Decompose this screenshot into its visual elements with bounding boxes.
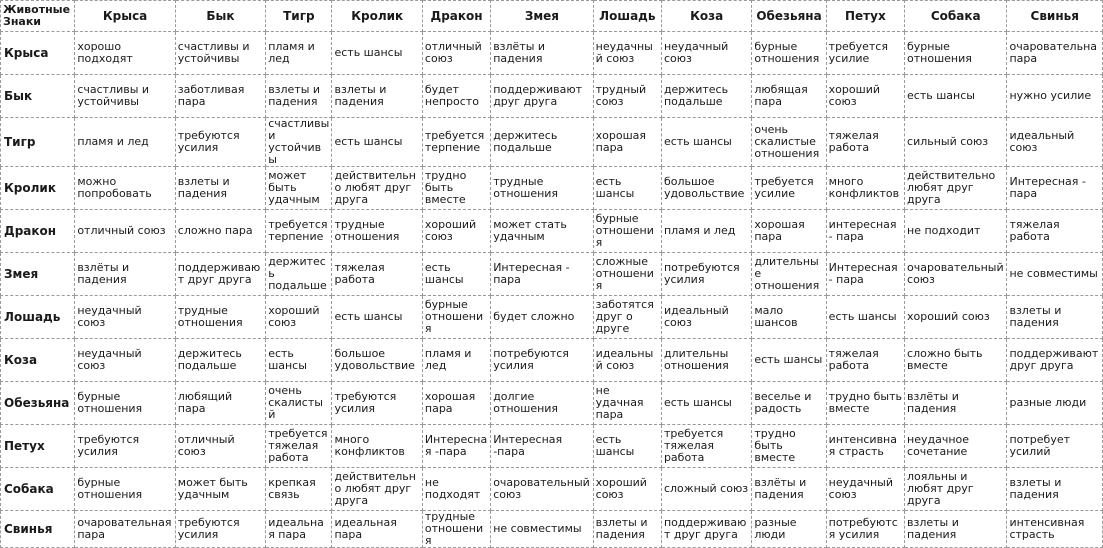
compatibility-cell: держитесь подальше [491, 118, 593, 167]
row-header: Свинья [1, 511, 75, 548]
table-header [1, 1, 1103, 32]
compatibility-cell: большое удовольствие [661, 167, 751, 210]
column-header: Кролик [332, 1, 422, 32]
row-header: Коза [1, 339, 75, 382]
column-header: Дракон [422, 1, 490, 32]
table-row [1, 511, 1103, 548]
compatibility-cell: сложные отношения [593, 253, 661, 296]
column-header: Крыса [75, 1, 175, 32]
row-header: Бык [1, 75, 75, 118]
compatibility-cell: потребуются усилия [491, 339, 593, 382]
compatibility-cell: есть шансы [661, 118, 751, 167]
compatibility-cell: идеальный союз [1007, 118, 1103, 167]
compatibility-cell: хороший союз [422, 210, 490, 253]
compatibility-cell: отличный союз [75, 210, 175, 253]
compatibility-cell: взлёты и падения [905, 382, 1007, 425]
compatibility-cell: будет сложно [491, 296, 593, 339]
compatibility-cell: требуется тяжелая работа [661, 425, 751, 468]
compatibility-cell: сильный союз [905, 118, 1007, 167]
compatibility-cell: бурные отношения [75, 468, 175, 511]
compatibility-cell: действительно любят друг друга [332, 468, 422, 511]
compatibility-cell: будет непросто [422, 75, 490, 118]
compatibility-cell: требуются усилия [332, 382, 422, 425]
compatibility-cell: может быть удачным [175, 468, 265, 511]
compatibility-cell: взлёты и падения [752, 468, 826, 511]
table-row [1, 253, 1103, 296]
compatibility-cell: есть шансы [826, 296, 904, 339]
compatibility-cell: разные люди [752, 511, 826, 548]
compatibility-cell: трудные отношения [175, 296, 265, 339]
compatibility-cell: неудачный союз [593, 32, 661, 75]
compatibility-cell: лояльны и любят друг друга [905, 468, 1007, 511]
compatibility-cell: есть шансы [332, 118, 422, 167]
compatibility-cell: счастливы и устойчивы [266, 118, 332, 167]
compatibility-cell: взлеты и падения [175, 167, 265, 210]
compatibility-cell: есть шансы [266, 339, 332, 382]
compatibility-cell: не удачная пара [593, 382, 661, 425]
compatibility-cell: идеальная пара [266, 511, 332, 548]
compatibility-cell: есть шансы [752, 339, 826, 382]
row-header: Петух [1, 425, 75, 468]
compatibility-cell: есть шансы [661, 382, 751, 425]
row-header: Кролик [1, 167, 75, 210]
compatibility-cell: любящая пара [752, 75, 826, 118]
compatibility-cell: потребуются усилия [661, 253, 751, 296]
compatibility-cell: потребует усилий [1007, 425, 1103, 468]
column-header: Обезьяна [752, 1, 826, 32]
compatibility-cell: есть шансы [422, 253, 490, 296]
compatibility-cell: отличный союз [422, 32, 490, 75]
table-row [1, 32, 1103, 75]
compatibility-cell: интенсивная страсть [1007, 511, 1103, 548]
compatibility-cell: требуются усилия [175, 511, 265, 548]
compatibility-cell: поддерживают друг друга [1007, 339, 1103, 382]
compatibility-cell: взлеты и падения [1007, 468, 1103, 511]
compatibility-cell: хороший союз [266, 296, 332, 339]
compatibility-cell: Интересная -пара [422, 425, 490, 468]
compatibility-cell: пламя и лед [422, 339, 490, 382]
column-header: Змея [491, 1, 593, 32]
compatibility-cell: пламя и лед [266, 32, 332, 75]
compatibility-cell: очаровательна пара [1007, 32, 1103, 75]
compatibility-cell: тяжелая работа [826, 339, 904, 382]
compatibility-cell: бурные отношения [75, 382, 175, 425]
compatibility-cell: хороший союз [826, 75, 904, 118]
compatibility-cell: требуются усилия [75, 425, 175, 468]
compatibility-cell: сложно быть вместе [905, 339, 1007, 382]
compatibility-cell: веселье и радость [752, 382, 826, 425]
compatibility-cell: потребуются усилия [826, 511, 904, 548]
table-row [1, 296, 1103, 339]
table-row [1, 382, 1103, 425]
compatibility-cell: очень скалистый [266, 382, 332, 425]
row-header: Обезьяна [1, 382, 75, 425]
compatibility-cell: трудные отношения [422, 511, 490, 548]
compatibility-cell: интенсивная страсть [826, 425, 904, 468]
column-header: Коза [661, 1, 751, 32]
compatibility-cell: трудные отношения [332, 210, 422, 253]
compatibility-cell: взлеты и падения [332, 75, 422, 118]
row-header: Змея [1, 253, 75, 296]
compatibility-cell: трудно быть вместе [752, 425, 826, 468]
compatibility-cell: разные люди [1007, 382, 1103, 425]
compatibility-cell: есть шансы [332, 32, 422, 75]
compatibility-cell: неудачный союз [75, 339, 175, 382]
compatibility-cell: Интересная -пара [491, 425, 593, 468]
compatibility-cell: есть шансы [593, 167, 661, 210]
compatibility-cell: трудный союз [593, 75, 661, 118]
compatibility-cell: бурные отношения [905, 32, 1007, 75]
compatibility-cell: идеальный союз [593, 339, 661, 382]
compatibility-cell: счастливы и устойчивы [75, 75, 175, 118]
compatibility-cell: интересная - пара [826, 210, 904, 253]
compatibility-cell: длительные отношения [752, 253, 826, 296]
compatibility-cell: есть шансы [332, 296, 422, 339]
compatibility-cell: требуется тяжелая работа [266, 425, 332, 468]
compatibility-cell: взлеты и падения [905, 511, 1007, 548]
compatibility-cell: взлёты и падения [491, 32, 593, 75]
compatibility-cell: идеальный союз [661, 296, 751, 339]
compatibility-cell: хороший союз [905, 296, 1007, 339]
compatibility-cell: требуется усилие [752, 167, 826, 210]
table-body [1, 32, 1103, 548]
compatibility-cell: требуется усилие [826, 32, 904, 75]
compatibility-cell: длительны отношения [661, 339, 751, 382]
compatibility-cell: счастливы и устойчивы [175, 32, 265, 75]
compatibility-cell: хорошая пара [422, 382, 490, 425]
compatibility-cell: бурные отношения [593, 210, 661, 253]
compatibility-cell: очаровательная пара [75, 511, 175, 548]
compatibility-cell: требуется терпение [422, 118, 490, 167]
compatibility-cell: пламя и лед [75, 118, 175, 167]
compatibility-cell: хороший союз [593, 468, 661, 511]
compatibility-cell: держитесь подальше [661, 75, 751, 118]
compatibility-cell: неудачный союз [661, 32, 751, 75]
compatibility-cell: взлеты и падения [1007, 296, 1103, 339]
header-row [1, 1, 1103, 32]
compatibility-cell: взлеты и падения [593, 511, 661, 548]
compatibility-cell: неудачный союз [75, 296, 175, 339]
compatibility-cell: не совместимы [491, 511, 593, 548]
compatibility-cell: поддерживают друг друга [175, 253, 265, 296]
compatibility-cell: хорошая пара [752, 210, 826, 253]
column-header: Свинья [1007, 1, 1103, 32]
compatibility-cell: трудно быть вместе [826, 382, 904, 425]
compatibility-cell: любящий пара [175, 382, 265, 425]
table-row [1, 167, 1103, 210]
column-header: Петух [826, 1, 904, 32]
compatibility-cell: тяжелая работа [332, 253, 422, 296]
compatibility-cell: хорошая пара [593, 118, 661, 167]
compatibility-cell: трудно быть вместе [422, 167, 490, 210]
compatibility-cell: идеальная пара [332, 511, 422, 548]
compatibility-cell: взлеты и падения [266, 75, 332, 118]
compatibility-cell: может стать удачным [491, 210, 593, 253]
compatibility-cell: много конфликтов [826, 167, 904, 210]
compatibility-cell: отличный союз [175, 425, 265, 468]
compatibility-cell: не совместимы [1007, 253, 1103, 296]
compatibility-cell: держитесь подальше [175, 339, 265, 382]
compatibility-cell: Интересная - пара [1007, 167, 1103, 210]
corner-label: Животные Знаки [1, 1, 75, 32]
compatibility-cell: бурные отношения [752, 32, 826, 75]
compatibility-cell: очень скалистые отношения [752, 118, 826, 167]
compatibility-cell: сложно пара [175, 210, 265, 253]
compatibility-cell: поддерживают друг друга [491, 75, 593, 118]
compatibility-cell: заботливая пара [175, 75, 265, 118]
compatibility-cell: требуется терпение [266, 210, 332, 253]
compatibility-cell: не подходит [905, 210, 1007, 253]
table-row [1, 210, 1103, 253]
compatibility-cell: крепкая связь [266, 468, 332, 511]
row-header: Тигр [1, 118, 75, 167]
compatibility-cell: есть шансы [593, 425, 661, 468]
compatibility-cell: неудачный союз [826, 468, 904, 511]
compatibility-cell: большое удовольствие [332, 339, 422, 382]
compatibility-cell: трудные отношения [491, 167, 593, 210]
compatibility-cell: бурные отношения [422, 296, 490, 339]
compatibility-cell: есть шансы [905, 75, 1007, 118]
compatibility-cell: взлёты и падения [75, 253, 175, 296]
compatibility-cell: пламя и лед [661, 210, 751, 253]
compatibility-cell: тяжелая работа [826, 118, 904, 167]
row-header: Крыса [1, 32, 75, 75]
compatibility-cell: долгие отношения [491, 382, 593, 425]
compatibility-cell: очаровательный союз [905, 253, 1007, 296]
compatibility-cell: сложный союз [661, 468, 751, 511]
compatibility-cell: действительно любят друг друга [905, 167, 1007, 210]
compatibility-cell: заботятся друг о друге [593, 296, 661, 339]
row-header: Дракон [1, 210, 75, 253]
compatibility-cell: держитесь подальше [266, 253, 332, 296]
compatibility-cell: поддерживают друг друга [661, 511, 751, 548]
compatibility-cell: неудачное сочетание [905, 425, 1007, 468]
table-row [1, 339, 1103, 382]
table-row [1, 118, 1103, 167]
column-header: Тигр [266, 1, 332, 32]
row-header: Лошадь [1, 296, 75, 339]
compatibility-cell: нужно усилие [1007, 75, 1103, 118]
table-row [1, 425, 1103, 468]
compatibility-cell: тяжелая работа [1007, 210, 1103, 253]
compatibility-cell: Интересная - пара [491, 253, 593, 296]
compatibility-cell: много конфликтов [332, 425, 422, 468]
column-header: Лошадь [593, 1, 661, 32]
table-row [1, 75, 1103, 118]
compatibility-cell: хорошо подходят [75, 32, 175, 75]
column-header: Собака [905, 1, 1007, 32]
compatibility-cell: очаровательный союз [491, 468, 593, 511]
compatibility-cell: не подходят [422, 468, 490, 511]
row-header: Собака [1, 468, 75, 511]
table-row [1, 468, 1103, 511]
compatibility-cell: требуются усилия [175, 118, 265, 167]
column-header: Бык [175, 1, 265, 32]
compatibility-cell: может быть удачным [266, 167, 332, 210]
compatibility-cell: действительно любят друг друга [332, 167, 422, 210]
compatibility-cell: можно попробовать [75, 167, 175, 210]
compatibility-cell: мало шансов [752, 296, 826, 339]
compatibility-cell: Интересная - пара [826, 253, 904, 296]
